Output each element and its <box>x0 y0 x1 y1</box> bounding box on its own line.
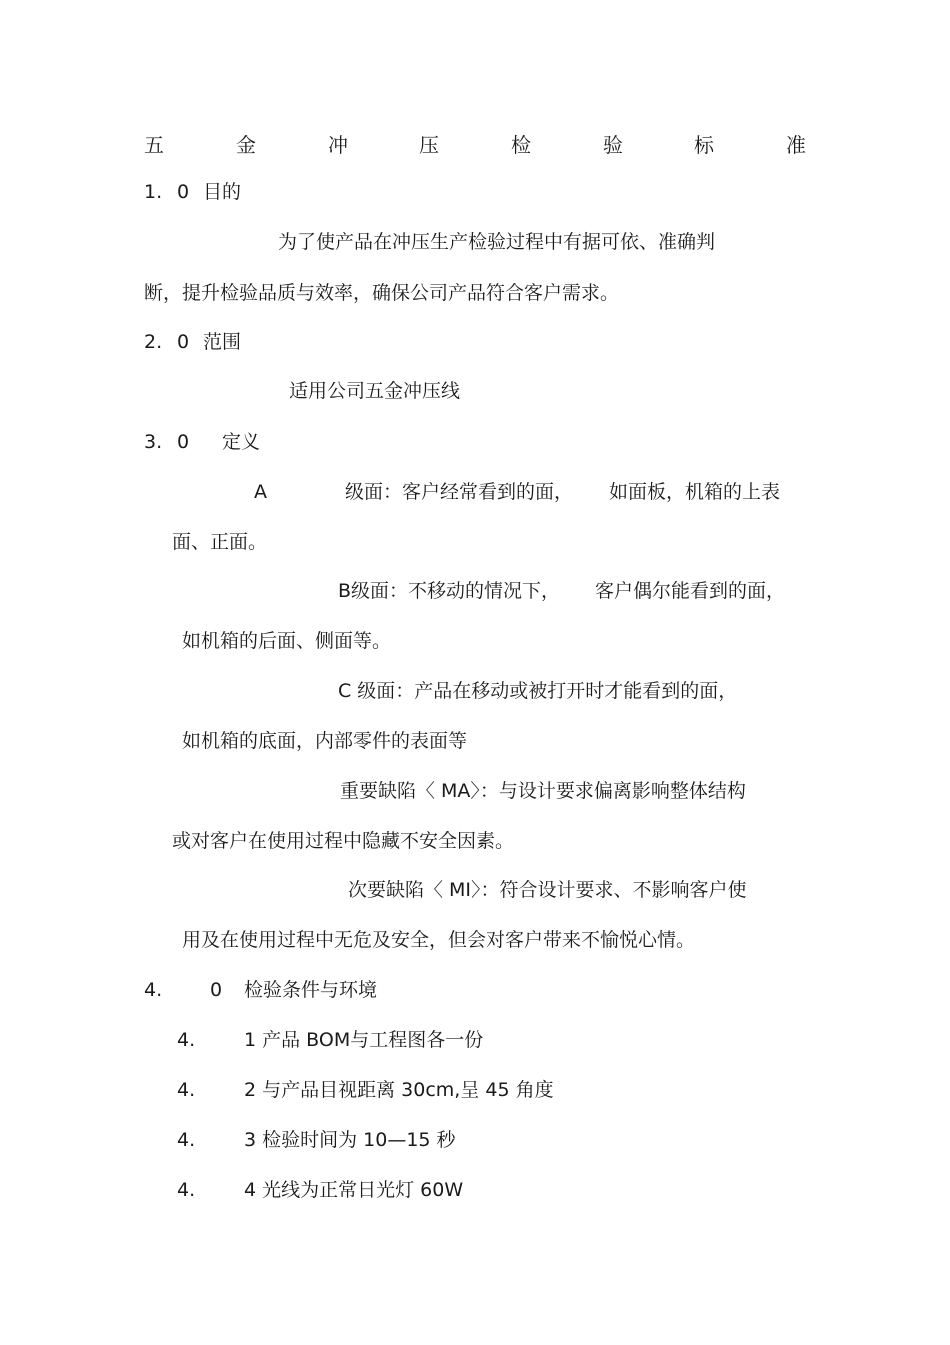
title-char: 验 <box>603 133 623 157</box>
def-a-text: 级面：客户经常看到的面， <box>345 481 574 503</box>
def-c-line1: C 级面：产品在移动或被打开时才能看到的面， <box>338 680 738 702</box>
section-2-heading: 范围 <box>203 331 242 353</box>
def-mi-line2: 用及在使用过程中无危及安全，但会对客户带来不愉悦心情。 <box>182 929 696 951</box>
def-b-line1a: B级面：不移动的情况下， <box>338 580 561 602</box>
title-char: 标 <box>694 133 714 157</box>
section-1-number: 1. <box>144 181 163 203</box>
title-char: 金 <box>236 133 256 157</box>
list-item-text: 3 检验时间为 10—15 秒 <box>244 1129 456 1151</box>
section-1-para-line2: 断，提升检验品质与效率，确保公司产品符合客户需求。 <box>144 282 620 304</box>
list-item-text: 1 产品 BOM与工程图各一份 <box>244 1029 484 1051</box>
title-char: 五 <box>144 133 164 157</box>
title-char: 压 <box>419 133 439 157</box>
section-4-zero: 0 <box>210 979 223 1001</box>
section-2-zero: 0 <box>177 331 190 353</box>
section-1-para-line1: 为了使产品在冲压生产检验过程中有据可依、准确判 <box>278 231 716 253</box>
section-2-number: 2. <box>144 331 163 353</box>
def-ma-line2: 或对客户在使用过程中隐藏不安全因素。 <box>172 830 515 852</box>
list-item-text: 4 光线为正常日光灯 60W <box>244 1179 464 1201</box>
section-4-number: 4. <box>144 979 163 1001</box>
section-1-heading: 目的 <box>203 181 242 203</box>
title-char: 冲 <box>328 133 348 157</box>
def-b-line1b: 客户偶尔能看到的面， <box>595 580 786 602</box>
def-a-text2: 如面板，机箱的上表 <box>609 481 781 503</box>
section-3-heading: 定义 <box>222 431 261 453</box>
title-char: 准 <box>786 133 806 157</box>
list-item-number: 4. <box>177 1179 196 1201</box>
def-a-line2: 面、正面。 <box>172 531 268 553</box>
def-a-letter: A <box>254 481 267 503</box>
list-item-text: 2 与产品目视距离 30cm,呈 45 角度 <box>244 1079 554 1101</box>
list-item-number: 4. <box>177 1129 196 1151</box>
section-2-para: 适用公司五金冲压线 <box>289 380 461 402</box>
def-mi-line1: 次要缺陷〈 MI〉：符合设计要求、不影响客户使 <box>348 879 747 901</box>
section-4-heading: 检验条件与环境 <box>244 979 378 1001</box>
def-ma-line1: 重要缺陷〈 MA〉：与设计要求偏离影响整体结构 <box>340 780 746 802</box>
section-3-number: 3. <box>144 431 163 453</box>
title-char: 检 <box>511 133 531 157</box>
def-c-line2: 如机箱的底面，内部零件的表面等 <box>182 730 468 752</box>
list-item-number: 4. <box>177 1029 196 1051</box>
def-b-line2: 如机箱的后面、侧面等。 <box>182 630 392 652</box>
section-1-zero: 0 <box>177 181 190 203</box>
list-item-number: 4. <box>177 1079 196 1101</box>
section-3-zero: 0 <box>177 431 190 453</box>
